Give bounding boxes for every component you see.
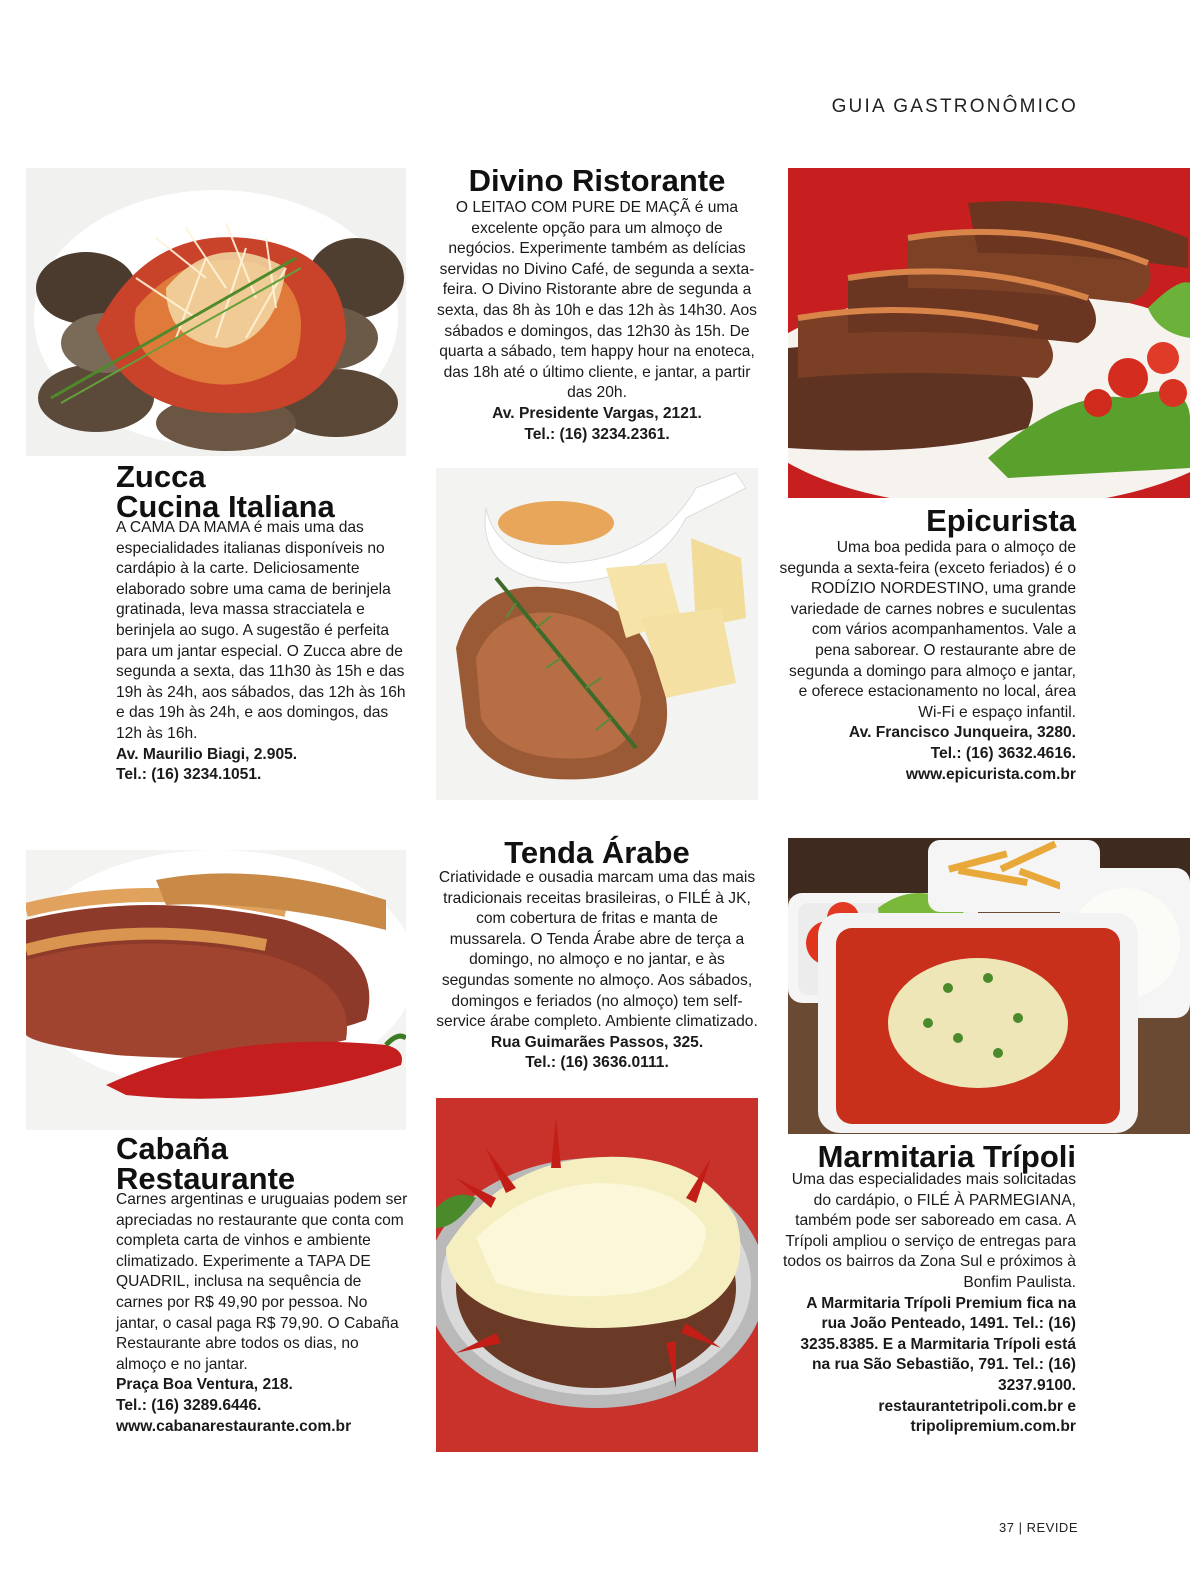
divino-dish-photo: [436, 468, 758, 800]
tenda-title: Tenda Árabe: [504, 835, 690, 870]
tenda-dish-photo: [436, 1098, 758, 1452]
epicurista-description: Uma boa pedida para o almoço de segunda a sexta-feira (exceto feriados) é o RODÍZIO NORDESTINO, uma grande variedade de carnes nobres e suculentas com vários acompanhamentos. Vale a pena saborear. O restaurante abre de segunda a domingo para almoço e jantar, e oferece estacionamento no local, área Wi-Fi e espaço infantil.: [779, 539, 1076, 721]
page-number: 37: [998, 1520, 1015, 1535]
epicurista-title: Epicurista: [926, 503, 1076, 538]
zucca-phone: Tel.: (16) 3234.1051.: [116, 766, 262, 784]
divino-title: Divino Ristorante: [468, 163, 726, 198]
divino-address: Av. Presidente Vargas, 2121.: [492, 404, 702, 422]
tenda-address: Rua Guimarães Passos, 325.: [490, 1033, 704, 1051]
divino-phone: Tel.: (16) 3234.2361.: [524, 425, 670, 443]
cabana-description: Carnes argentinas e uruguaias podem ser apreciadas no restaurante que conta com completa carta de vinhos e ambiente climatizado. Experimente a TAPA DE QUADRIL, inclusa na sequência de carnes por R$ 49,90 por pessoa. No jantar, o casal paga R$ 79,90. O Cabaña Restaurante abre todos os dias, no almoço e no jantar.: [116, 1191, 408, 1373]
tripoli-description: Uma das especialidades mais solicitadas do cardápio, o FILÉ À PARMEGIANA, também pode ser saboreado em casa. A Trípoli ampliou o serviço de entregas para todos os bairros da Zona Sul e próximos à Bonfim Paulista.: [783, 1171, 1076, 1291]
cabana-title: Cabaña Restaurante: [116, 1131, 296, 1196]
tripoli-dish-photo: [788, 838, 1190, 1134]
tripoli-text: [778, 1170, 1076, 1438]
page-footer: [900, 1520, 1078, 1535]
footer-separator: |: [1018, 1520, 1023, 1535]
epicurista-website: www.epicurista.com.br: [905, 765, 1076, 783]
zucca-dish-photo: [26, 168, 406, 456]
cabana-dish-photo: [26, 850, 406, 1130]
tenda-phone: Tel.: (16) 3636.0111.: [525, 1054, 669, 1072]
zucca-description: A CAMA DA MAMA é mais uma das especialidades italianas disponíveis no cardápio à la carte. Deliciosamente elaborado sobre uma cama de berinjela gratinada, leva massa stracciatela e berinjela ao sugo. A sugestão é perfeita para um jantar especial. O Zucca abre de segunda a sexta, das 11h30 às 15h e das 19h às 24h, aos sábados, das 12h às 16h e das 19h às 24h, e aos domingos, das 12h às 16h.: [116, 519, 406, 742]
epicurista-dish-photo: [788, 168, 1190, 498]
tripoli-website: restaurantetripoli.com.br e tripolipremium.com.br: [878, 1397, 1076, 1436]
epicurista-text: [778, 538, 1076, 785]
zucca-address: Av. Maurilio Biagi, 2.905.: [116, 745, 298, 763]
cabana-text: [116, 1190, 408, 1437]
tenda-text: [436, 868, 758, 1074]
tripoli-address-block: A Marmitaria Trípoli Premium fica na rua João Penteado, 1491. Tel.: (16) 3235.8385. E a Marmitaria Trípoli está na rua São Sebastião, 791. Tel.: (16) 3237.9100.: [800, 1294, 1076, 1394]
epicurista-address: Av. Francisco Junqueira, 3280.: [848, 724, 1076, 742]
zucca-text: [116, 518, 406, 786]
divino-text: [436, 198, 758, 445]
cabana-website: www.cabanarestaurante.com.br: [116, 1417, 352, 1435]
section-header: GUIA GASTRONÔMICO: [831, 96, 1078, 117]
tripoli-title: Marmitaria Trípoli: [817, 1139, 1076, 1174]
cabana-phone: Tel.: (16) 3289.6446.: [116, 1396, 262, 1414]
epicurista-phone: Tel.: (16) 3632.4616.: [930, 744, 1076, 762]
divino-description: O LEITAO COM PURE DE MAÇÃ é uma excelente opção para um almoço de negócios. Experimente também as delícias servidas no Divino Café, de segunda a sexta-feira. O Divino Ristorante abre de segunda a sexta, das 8h às 10h e das 12h às 14h30. Aos sábados e domingos, das 12h30 às 15h. De quarta a sábado, tem happy hour na enoteca, das 18h até o último cliente, e jantar, a partir das 20h.: [437, 199, 757, 402]
magazine-name: REVIDE: [1026, 1520, 1078, 1535]
tenda-description: Criatividade e ousadia marcam uma das mais tradicionais receitas brasileiras, o FILÉ à JK, com cobertura de fritas e manta de mussarela. O Tenda Árabe abre de terça a domingo, no almoço e no jantar, e às segundas somente no almoço. Aos sábados, domingos e feriados (no almoço) tem self-service árabe completo. Ambiente climatizado.: [436, 869, 758, 1031]
zucca-title: Zucca Cucina Italiana: [116, 459, 335, 524]
cabana-address: Praça Boa Ventura, 218.: [116, 1376, 293, 1394]
